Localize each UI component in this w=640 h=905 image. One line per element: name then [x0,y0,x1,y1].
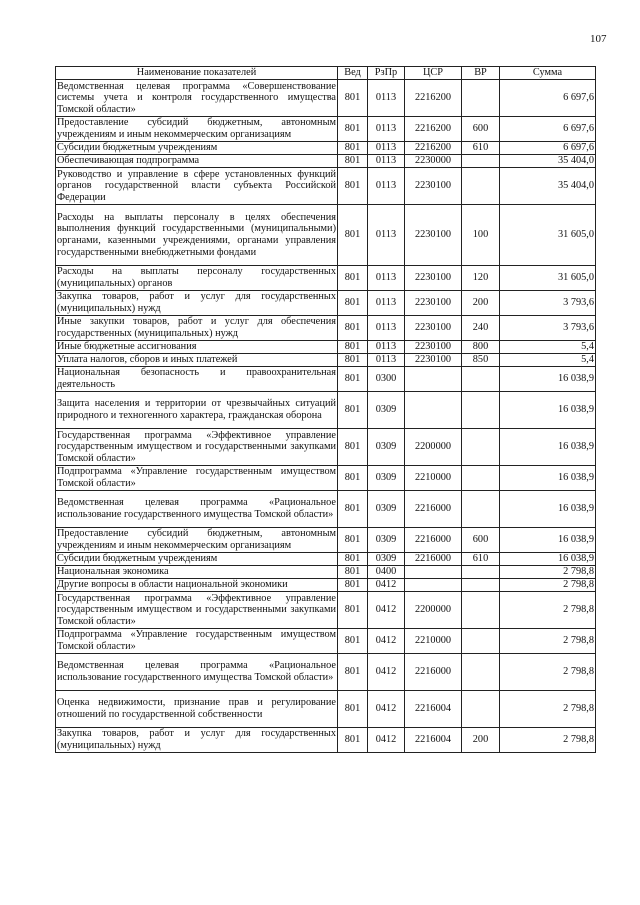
row-name: Государственная программа «Эффективное управление государственным имуществом и государственными закупками Томской области» [57,592,336,627]
row-vr: 600 [462,528,500,553]
row-vr [462,466,500,491]
table-row [56,367,596,392]
row-csr: 2230100 [405,354,462,367]
row-csr [405,579,462,592]
row-name: Предоставление субсидий бюджетным, автономным учреждениям и иным некоммерческим организациям [57,117,336,140]
row-sum: 2 798,8 [500,629,596,654]
row-csr: 2216004 [405,691,462,728]
table-row [56,691,596,728]
row-ved: 801 [338,528,368,553]
table-row [56,654,596,691]
table-row [56,205,596,266]
row-rzpr: 0309 [368,553,405,566]
table-row [56,155,596,168]
row-csr: 2216000 [405,553,462,566]
row-csr: 2216200 [405,142,462,155]
row-rzpr: 0309 [368,528,405,553]
row-csr: 2230100 [405,316,462,341]
header-name: Наименование показателей [56,67,338,80]
row-name: Руководство и управление в сфере установленных функций органов государственной власти субъекта Российской Федерации [57,168,336,203]
row-name: Расходы на выплаты персоналу в целях обеспечения выполнения функций государственными (муниципальными) органами, казенными учреждениями, органами управления государственными внебюджетными фондами [56,205,338,266]
row-name: Оценка недвижимости, признание прав и регулирование отношений по государственной собственности [56,691,338,728]
table-row [56,117,596,142]
row-rzpr: 0113 [368,168,405,205]
header-csr: ЦСР [405,67,462,80]
row-csr: 2216200 [405,117,462,142]
row-sum: 2 798,8 [500,728,596,753]
table-row [56,553,596,566]
row-rzpr: 0412 [368,592,405,629]
row-name: Иные закупки товаров, работ и услуг для обеспечения государственных (муниципальных) нужд [57,316,336,339]
row-vr [462,566,500,579]
row-csr: 2216000 [405,528,462,553]
row-vr: 850 [462,354,500,367]
row-rzpr: 0113 [368,266,405,291]
table-row [56,528,596,553]
row-ved: 801 [338,316,368,341]
row-csr: 2210000 [405,466,462,491]
table-row [56,728,596,753]
row-ved: 801 [338,205,368,266]
row-rzpr: 0412 [368,579,405,592]
row-sum: 16 038,9 [500,466,596,491]
row-csr: 2230100 [405,291,462,316]
table-row [56,592,596,629]
row-sum: 16 038,9 [500,367,596,392]
row-name: Предоставление субсидий бюджетным, автономным учреждениям и иным некоммерческим организациям [57,528,336,551]
row-rzpr: 0400 [368,566,405,579]
row-ved: 801 [338,491,368,528]
row-rzpr: 0113 [368,316,405,341]
table-row [56,491,596,528]
row-name: Другие вопросы в области национальной экономики [56,579,338,592]
row-vr [462,168,500,205]
row-vr [462,155,500,168]
row-sum: 5,4 [500,354,596,367]
row-sum: 6 697,6 [500,117,596,142]
row-rzpr: 0412 [368,654,405,691]
row-vr: 800 [462,341,500,354]
table-row [56,341,596,354]
row-rzpr: 0300 [368,367,405,392]
table-row [56,142,596,155]
row-vr [462,629,500,654]
row-rzpr: 0412 [368,691,405,728]
row-vr [462,392,500,429]
row-rzpr: 0113 [368,155,405,168]
row-name: Национальная экономика [56,566,338,579]
row-sum: 6 697,6 [500,142,596,155]
row-csr [405,367,462,392]
row-csr: 2216004 [405,728,462,753]
row-name: Национальная безопасность и правоохранительная деятельность [57,367,336,390]
row-ved: 801 [338,691,368,728]
row-name: Субсидии бюджетным учреждениям [56,142,338,155]
row-vr: 100 [462,205,500,266]
table-header-row [56,67,596,80]
row-sum: 16 038,9 [500,392,596,429]
row-sum: 6 697,6 [500,80,596,117]
row-rzpr: 0113 [368,354,405,367]
row-ved: 801 [338,654,368,691]
header-ved: Вед [338,67,368,80]
table-row [56,316,596,341]
row-ved: 801 [338,728,368,753]
row-vr: 610 [462,553,500,566]
page-number: 107 [590,33,607,45]
table-row [56,466,596,491]
row-ved: 801 [338,367,368,392]
row-rzpr: 0309 [368,392,405,429]
row-csr [405,392,462,429]
row-csr: 2216000 [405,654,462,691]
table-row [56,629,596,654]
row-ved: 801 [338,117,368,142]
row-vr: 120 [462,266,500,291]
row-vr: 600 [462,117,500,142]
row-vr: 200 [462,728,500,753]
row-rzpr: 0309 [368,466,405,491]
row-name: Закупка товаров, работ и услуг для государственных (муниципальных) нужд [57,728,336,751]
table-row [56,566,596,579]
table-row [56,392,596,429]
row-ved: 801 [338,142,368,155]
row-ved: 801 [338,291,368,316]
row-name: Ведомственная целевая программа «Рациональное использование государственного имущества Томской области» [56,491,338,528]
header-sum: Сумма [500,67,596,80]
row-sum: 16 038,9 [500,491,596,528]
row-rzpr: 0113 [368,291,405,316]
row-ved: 801 [338,392,368,429]
row-sum: 2 798,8 [500,654,596,691]
row-name: Закупка товаров, работ и услуг для государственных (муниципальных) нужд [57,291,336,314]
row-vr [462,80,500,117]
row-ved: 801 [338,155,368,168]
row-sum: 2 798,8 [500,592,596,629]
row-sum: 35 404,0 [500,155,596,168]
row-name: Уплата налогов, сборов и иных платежей [56,354,338,367]
row-csr: 2230100 [405,341,462,354]
row-csr: 2230000 [405,155,462,168]
row-ved: 801 [338,80,368,117]
row-name: Подпрограмма «Управление государственным имуществом Томской области» [57,629,336,652]
row-csr: 2210000 [405,629,462,654]
row-csr: 2230100 [405,168,462,205]
row-sum: 31 605,0 [500,205,596,266]
row-ved: 801 [338,592,368,629]
row-sum: 3 793,6 [500,291,596,316]
row-csr: 2216200 [405,80,462,117]
row-ved: 801 [338,429,368,466]
row-sum: 2 798,8 [500,691,596,728]
row-csr: 2200000 [405,592,462,629]
row-ved: 801 [338,629,368,654]
table-row [56,579,596,592]
row-ved: 801 [338,553,368,566]
row-name: Обеспечивающая подпрограмма [56,155,338,168]
row-csr: 2230100 [405,266,462,291]
row-ved: 801 [338,566,368,579]
row-vr [462,491,500,528]
row-ved: 801 [338,266,368,291]
row-rzpr: 0309 [368,491,405,528]
row-csr [405,566,462,579]
row-vr: 240 [462,316,500,341]
row-name: Защита населения и территории от чрезвычайных ситуаций природного и техногенного характера, гражданская оборона [56,392,338,429]
row-rzpr: 0309 [368,429,405,466]
budget-table [55,66,596,753]
row-ved: 801 [338,579,368,592]
table-row [56,291,596,316]
row-sum: 35 404,0 [500,168,596,205]
row-csr: 2200000 [405,429,462,466]
row-vr [462,579,500,592]
row-vr [462,654,500,691]
row-vr [462,592,500,629]
row-name: Субсидии бюджетным учреждениям [56,553,338,566]
row-ved: 801 [338,168,368,205]
row-csr: 2230100 [405,205,462,266]
row-ved: 801 [338,466,368,491]
table-row [56,429,596,466]
row-rzpr: 0412 [368,629,405,654]
row-sum: 16 038,9 [500,429,596,466]
row-ved: 801 [338,354,368,367]
row-sum: 16 038,9 [500,528,596,553]
row-name: Подпрограмма «Управление государственным имуществом Томской области» [57,466,336,489]
row-rzpr: 0113 [368,80,405,117]
table-row [56,354,596,367]
row-sum: 2 798,8 [500,579,596,592]
row-name: Государственная программа «Эффективное управление государственным имуществом и государственными закупками Томской области» [57,429,336,464]
header-rzpr: РзПр [368,67,405,80]
row-rzpr: 0113 [368,341,405,354]
table-row [56,168,596,205]
row-vr [462,429,500,466]
row-name: Расходы на выплаты персоналу государственных (муниципальных) органов [57,266,336,289]
row-vr [462,367,500,392]
row-vr: 610 [462,142,500,155]
row-name: Ведомственная целевая программа «Рациональное использование государственного имущества Томской области» [56,654,338,691]
row-ved: 801 [338,341,368,354]
table-row [56,266,596,291]
row-sum: 2 798,8 [500,566,596,579]
row-rzpr: 0412 [368,728,405,753]
row-rzpr: 0113 [368,117,405,142]
row-rzpr: 0113 [368,142,405,155]
row-name: Ведомственная целевая программа «Совершенствование системы учета и контроля государственного имущества Томской области» [57,80,336,115]
table-row [56,80,596,117]
row-csr: 2216000 [405,491,462,528]
row-sum: 3 793,6 [500,316,596,341]
row-sum: 31 605,0 [500,266,596,291]
row-name: Иные бюджетные ассигнования [56,341,338,354]
row-sum: 5,4 [500,341,596,354]
row-vr [462,691,500,728]
row-rzpr: 0113 [368,205,405,266]
header-vr: ВР [462,67,500,80]
row-vr: 200 [462,291,500,316]
row-sum: 16 038,9 [500,553,596,566]
